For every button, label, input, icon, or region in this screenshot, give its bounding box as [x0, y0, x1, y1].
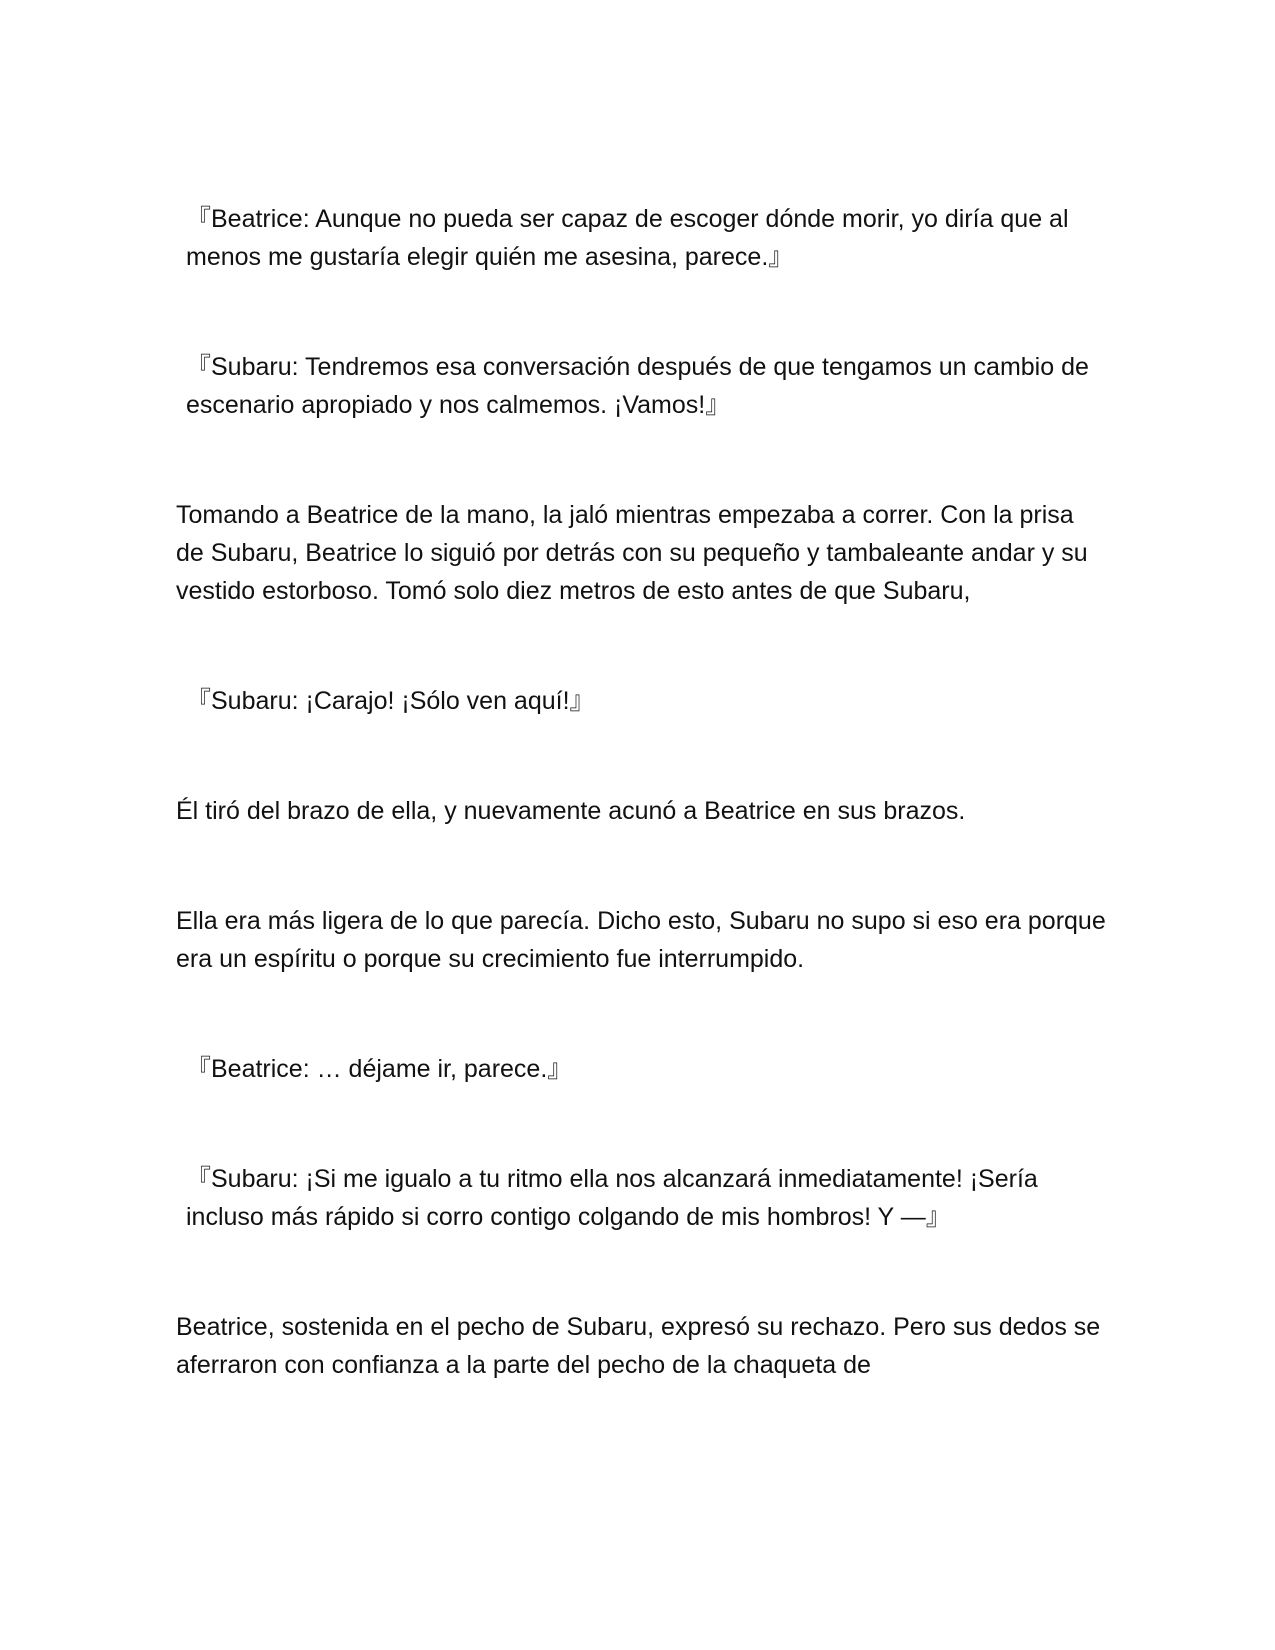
- document-body: [176, 200, 1106, 1384]
- dialogue-paragraph: 『Subaru: ¡Carajo! ¡Sólo ven aquí!』: [186, 687, 595, 715]
- narration-paragraph: Ella era más ligera de lo que parecía. Dicho esto, Subaru no supo si eso era porque era un espíritu o porque su crecimiento fue interrumpido.: [176, 907, 1106, 973]
- dialogue-paragraph: 『Subaru: Tendremos esa conversación después de que tengamos un cambio de escenario apropiado y nos calmemos. ¡Vamos!』: [186, 353, 1089, 419]
- narration-paragraph: Él tiró del brazo de ella, y nuevamente acunó a Beatrice en sus brazos.: [176, 797, 966, 825]
- dialogue-paragraph: 『Subaru: ¡Si me igualo a tu ritmo ella nos alcanzará inmediatamente! ¡Sería incluso más rápido si corro contigo colgando de mis hombros! Y —』: [186, 1165, 1038, 1231]
- narration-paragraph: Tomando a Beatrice de la mano, la jaló mientras empezaba a correr. Con la prisa de Subaru, Beatrice lo siguió por detrás con su pequeño y tambaleante andar y su vestido estorboso. Tomó solo diez metros de esto antes de que Subaru,: [176, 501, 1088, 605]
- narration-paragraph: Beatrice, sostenida en el pecho de Subaru, expresó su rechazo. Pero sus dedos se aferraron con confianza a la parte del pecho de la chaqueta de: [176, 1313, 1101, 1379]
- dialogue-paragraph: 『Beatrice: … déjame ir, parece.』: [186, 1055, 573, 1083]
- dialogue-paragraph: 『Beatrice: Aunque no pueda ser capaz de escoger dónde morir, yo diría que al menos me gustaría elegir quién me asesina, parece.』: [186, 205, 1069, 271]
